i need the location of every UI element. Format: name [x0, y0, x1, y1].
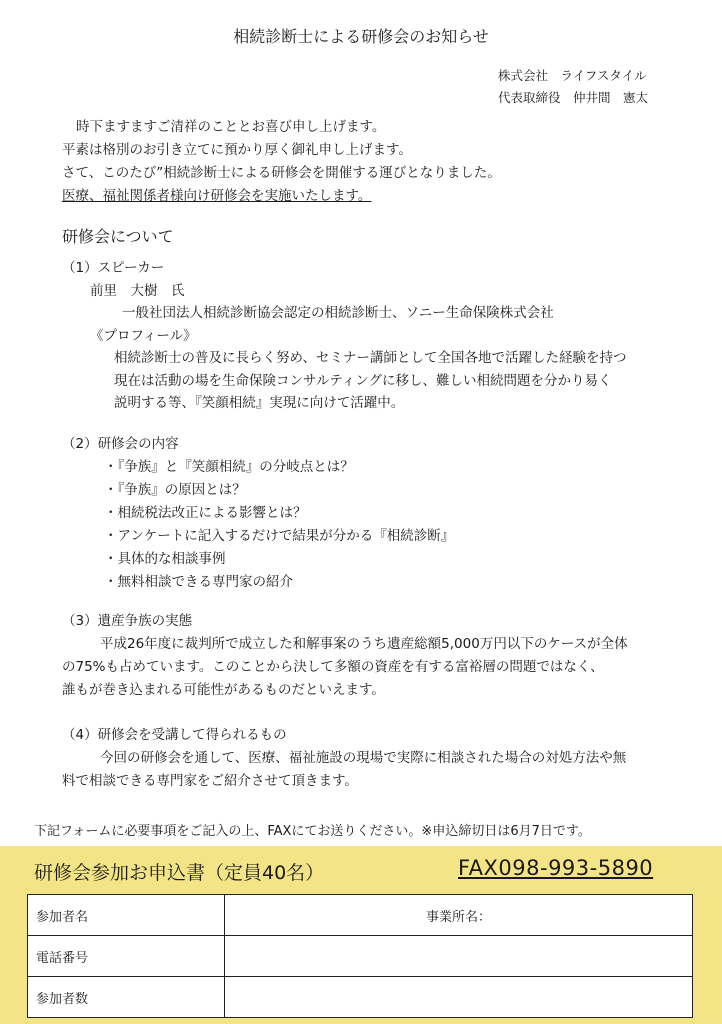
profile-line: 説明する等、『笑顔相続』実現に向けて活躍中。: [114, 395, 405, 411]
profile-label: 《プロフィール》: [90, 327, 197, 344]
table-row: [28, 936, 693, 977]
benefits-line: 料で相談できる専門家をご紹介させて頂きます。: [62, 773, 358, 789]
participant-label: 参加者名: [28, 895, 225, 936]
fax-number: FAX098-993-5890: [458, 856, 654, 880]
content-heading: （2）研修会の内容: [62, 436, 179, 452]
page-title: 相続診断士による研修会のお知らせ: [233, 27, 489, 46]
speaker-affiliation: 一般社団法人相続診断協会認定の相続診断士、ソニー生命保険株式会社: [122, 305, 554, 321]
table-row: [28, 895, 693, 936]
facts-line: 誰もが巻き込まれる可能性があるものだといえます。: [62, 682, 385, 698]
intro-line: さて、このたび”相続診断士による研修会を開催する運びとなりました。: [62, 165, 501, 181]
profile-line: 相続診断士の普及に長らく努め、セミナー講師として全国各地で活躍した経験を持つ: [114, 350, 627, 366]
facts-heading: （3）遺産争族の実態: [62, 613, 193, 629]
section-benefits: [62, 724, 626, 793]
sender-block: [498, 65, 648, 109]
speaker-heading: （1）スピーカー: [62, 260, 165, 276]
phone-label: 電話番号: [28, 936, 225, 977]
profile-line: 現在は活動の場を生命保険コンサルティングに移し、難しい相続問題を分かり易く: [114, 372, 612, 389]
table-row: [28, 977, 693, 1018]
facts-line: の75%も占めています。このことから決して多額の資産を有する富裕層の問題ではなく、: [62, 659, 604, 675]
list-item: ・『争族』の原因とは？: [104, 482, 246, 498]
section-speaker: [62, 257, 626, 415]
section-content: [62, 433, 454, 594]
representative-name: 代表取締役 仲井間 憲太: [498, 90, 649, 105]
count-field[interactable]: [225, 977, 693, 1018]
phone-field[interactable]: [225, 936, 693, 977]
section-heading: 研修会について: [62, 227, 174, 246]
section-inheritance-facts: [62, 610, 628, 702]
fax-notice: 下記フォームに必要事項をご記入の上、FAXにてお送りください。※申込締切日は6月7日です。: [34, 824, 591, 839]
list-item: ・アンケートに記入するだけで結果が分かる『相続診断』: [104, 528, 455, 544]
application-form-table: [27, 894, 693, 1018]
speaker-name: 前里 大樹 氏: [90, 282, 185, 299]
intro-line-underlined: 医療、福祉関係者様向け研修会を実施いたします。: [62, 188, 372, 204]
intro-line: 時下ますますご清祥のこととお喜び申し上げます。: [76, 119, 386, 135]
facts-line: 平成26年度に裁判所で成立した和解事案のうち遺産総額5,000万円以下のケースが全体: [100, 636, 628, 652]
intro-paragraph: [62, 116, 501, 208]
company-name: 株式会社 ライフスタイル: [498, 68, 647, 83]
office-field[interactable]: 事業所名：: [225, 895, 693, 936]
list-item: ・『争族』と『笑顔相続』の分岐点とは？: [104, 459, 354, 475]
form-title: 研修会参加お申込書（定員40名）: [34, 862, 325, 884]
benefits-line: 今回の研修会を通して、医療、福祉施設の現場で実際に相談された場合の対処方法や無: [100, 750, 627, 766]
list-item: ・相続税法改正による影響とは？: [104, 505, 307, 521]
list-item: ・具体的な相談事例: [104, 551, 226, 567]
intro-line: 平素は格別のお引き立てに預かり厚く御礼申し上げます。: [62, 142, 412, 158]
list-item: ・無料相談できる専門家の紹介: [104, 574, 293, 590]
benefits-heading: （4）研修会を受講して得られるもの: [62, 727, 287, 743]
count-label: 参加者数: [28, 977, 225, 1018]
